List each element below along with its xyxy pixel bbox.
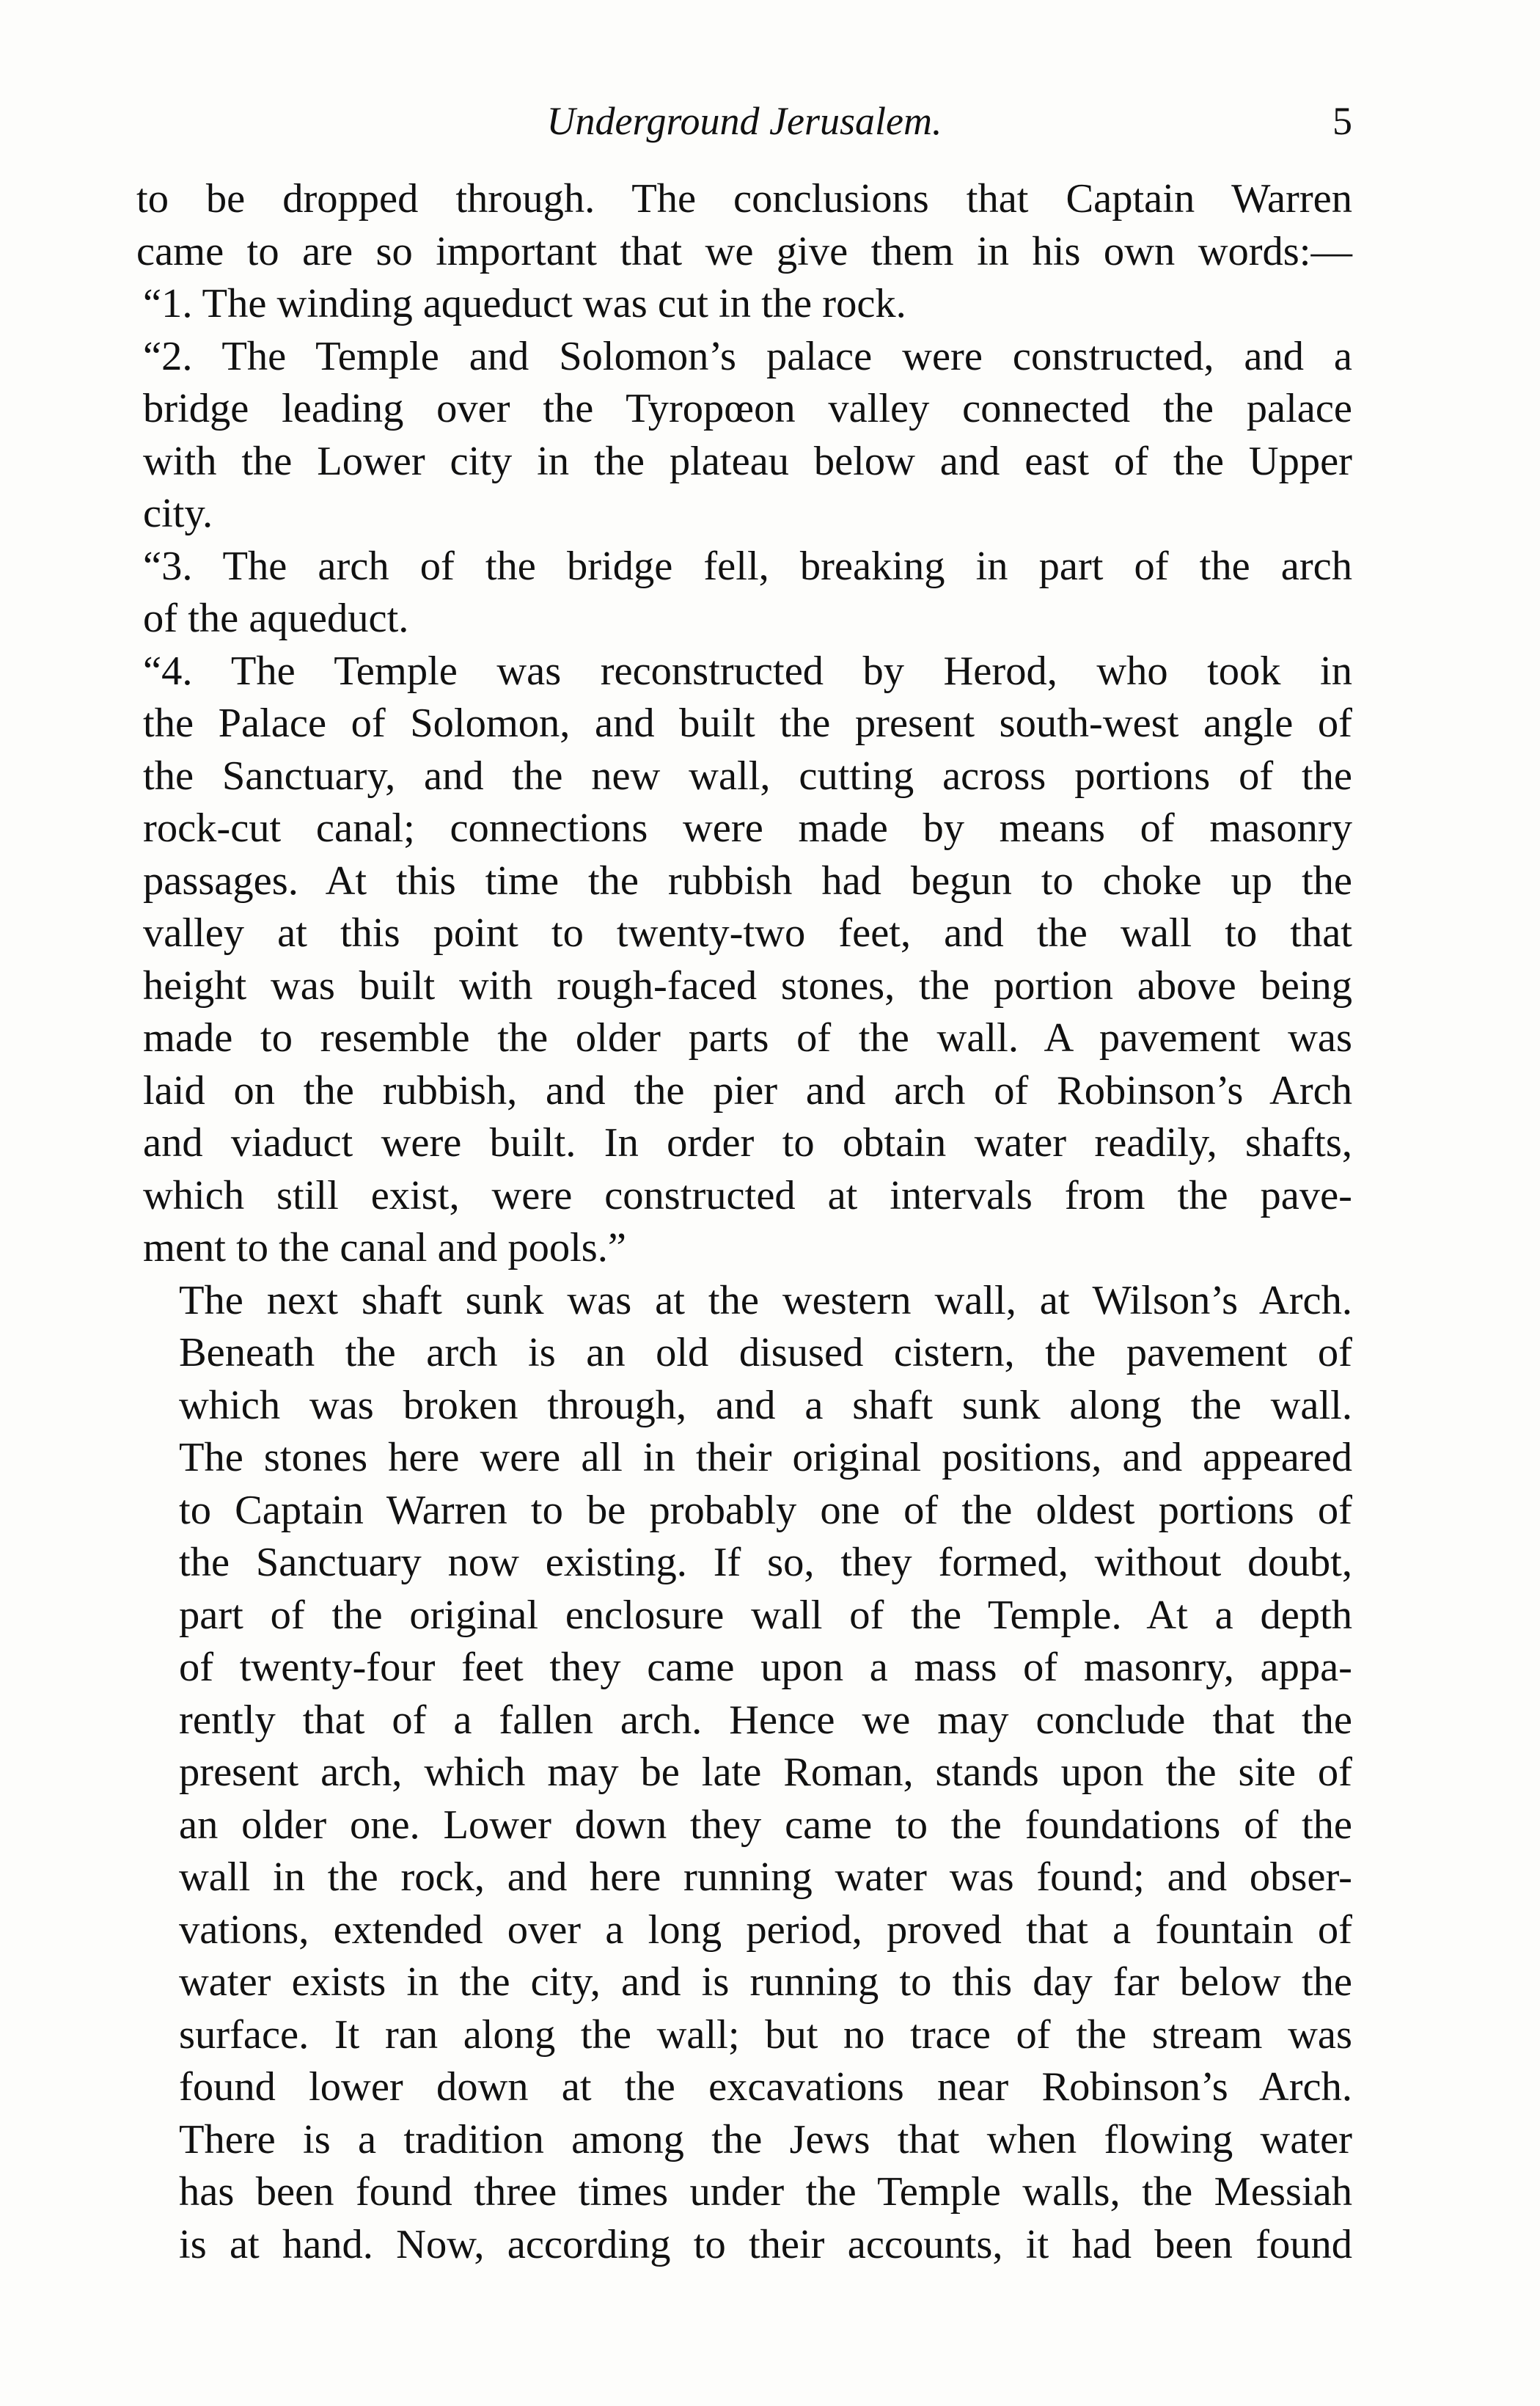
text-line: The stones here were all in their original positions, and appeared: [179, 1435, 1352, 1480]
text-line: which was broken through, and a shaft sunk along the wall.: [179, 1382, 1352, 1428]
text-line: to Captain Warren to be probably one of the oldest portions of: [179, 1487, 1352, 1533]
text-line: valley at this point to twenty-two feet, and the wall to that: [143, 910, 1352, 956]
page-text: [136, 173, 1352, 2271]
text-line: present arch, which may be late Roman, stands upon the site of: [179, 1749, 1352, 1795]
running-head: [136, 88, 1352, 154]
quoted-point-3: [136, 541, 1352, 646]
text-line: city.: [143, 491, 213, 536]
text-line: with the Lower city in the plateau below and east of the Upper: [143, 438, 1352, 484]
text-line: bridge leading over the Tyropœon valley connected the palace: [143, 386, 1352, 431]
text-line: of twenty-four feet they came upon a mass of masonry, appa-: [179, 1645, 1352, 1690]
running-title: Underground Jerusalem.: [546, 99, 942, 143]
page-number: 5: [1332, 99, 1352, 143]
text-line: an older one. Lower down they came to the foundations of the: [179, 1802, 1352, 1848]
quoted-point-2: [136, 331, 1352, 541]
text-line: made to resemble the older parts of the wall. A pavement was: [143, 1015, 1352, 1061]
text-line: rently that of a fallen arch. Hence we may conclude that the: [179, 1697, 1352, 1743]
text-line: height was built with rough-faced stones, the portion above being: [143, 962, 1352, 1009]
text-line: Beneath the arch is an old disused cistern, the pavement of: [179, 1330, 1352, 1375]
text-line: water exists in the city, and is running to this day far below the: [179, 1959, 1352, 2005]
paragraph-continuation: [136, 173, 1352, 278]
text-line: to be dropped through. The conclusions that Captain Warren: [136, 176, 1352, 222]
text-line: of the aqueduct.: [143, 596, 409, 641]
quoted-point-1: [136, 278, 1352, 331]
text-line: “3. The arch of the bridge fell, breaking in part of the arch: [143, 543, 1352, 589]
text-line: There is a tradition among the Jews that when flowing water: [179, 2116, 1352, 2162]
text-line: passages. At this time the rubbish had begun to choke up the: [143, 858, 1352, 904]
text-line: “1. The winding aqueduct was cut in the rock.: [143, 281, 906, 326]
paragraph-wilsons-arch: [136, 1275, 1352, 2272]
text-line: the Palace of Solomon, and built the present south-west angle of: [143, 701, 1352, 746]
text-line: The next shaft sunk was at the western wall, at Wilson’s Arch.: [179, 1277, 1352, 1323]
text-line: the Sanctuary, and the new wall, cutting across portions of the: [143, 753, 1352, 799]
text-line: rock-cut canal; connections were made by means of masonry: [143, 805, 1352, 851]
text-line: wall in the rock, and here running water was found; and obser-: [179, 1854, 1352, 1900]
text-line: which still exist, were constructed at intervals from the pave-: [143, 1172, 1352, 1218]
text-line: “4. The Temple was reconstructed by Herod, who took in: [143, 648, 1352, 694]
text-line: the Sanctuary now existing. If so, they formed, without doubt,: [179, 1540, 1352, 1585]
text-line: part of the original enclosure wall of the Temple. At a depth: [179, 1592, 1352, 1638]
text-line: ment to the canal and pools.”: [143, 1225, 626, 1270]
text-line: surface. It ran along the wall; but no trace of the stream was: [179, 2011, 1352, 2058]
text-line: vations, extended over a long period, proved that a fountain of: [179, 1906, 1352, 1953]
text-line: and viaduct were built. In order to obtain water readily, shafts,: [143, 1120, 1352, 1166]
quoted-point-4: [136, 646, 1352, 1275]
text-line: laid on the rubbish, and the pier and arch of Robinson’s Arch: [143, 1067, 1352, 1114]
text-line: has been found three times under the Temple walls, the Messiah: [179, 2169, 1352, 2215]
text-line: came to are so important that we give them in his own words:—: [136, 228, 1352, 274]
text-line: is at hand. Now, according to their accounts, it had been found: [179, 2221, 1352, 2267]
text-line: found lower down at the excavations near Robinson’s Arch.: [179, 2064, 1352, 2110]
text-line: “2. The Temple and Solomon’s palace were constructed, and a: [143, 333, 1352, 379]
